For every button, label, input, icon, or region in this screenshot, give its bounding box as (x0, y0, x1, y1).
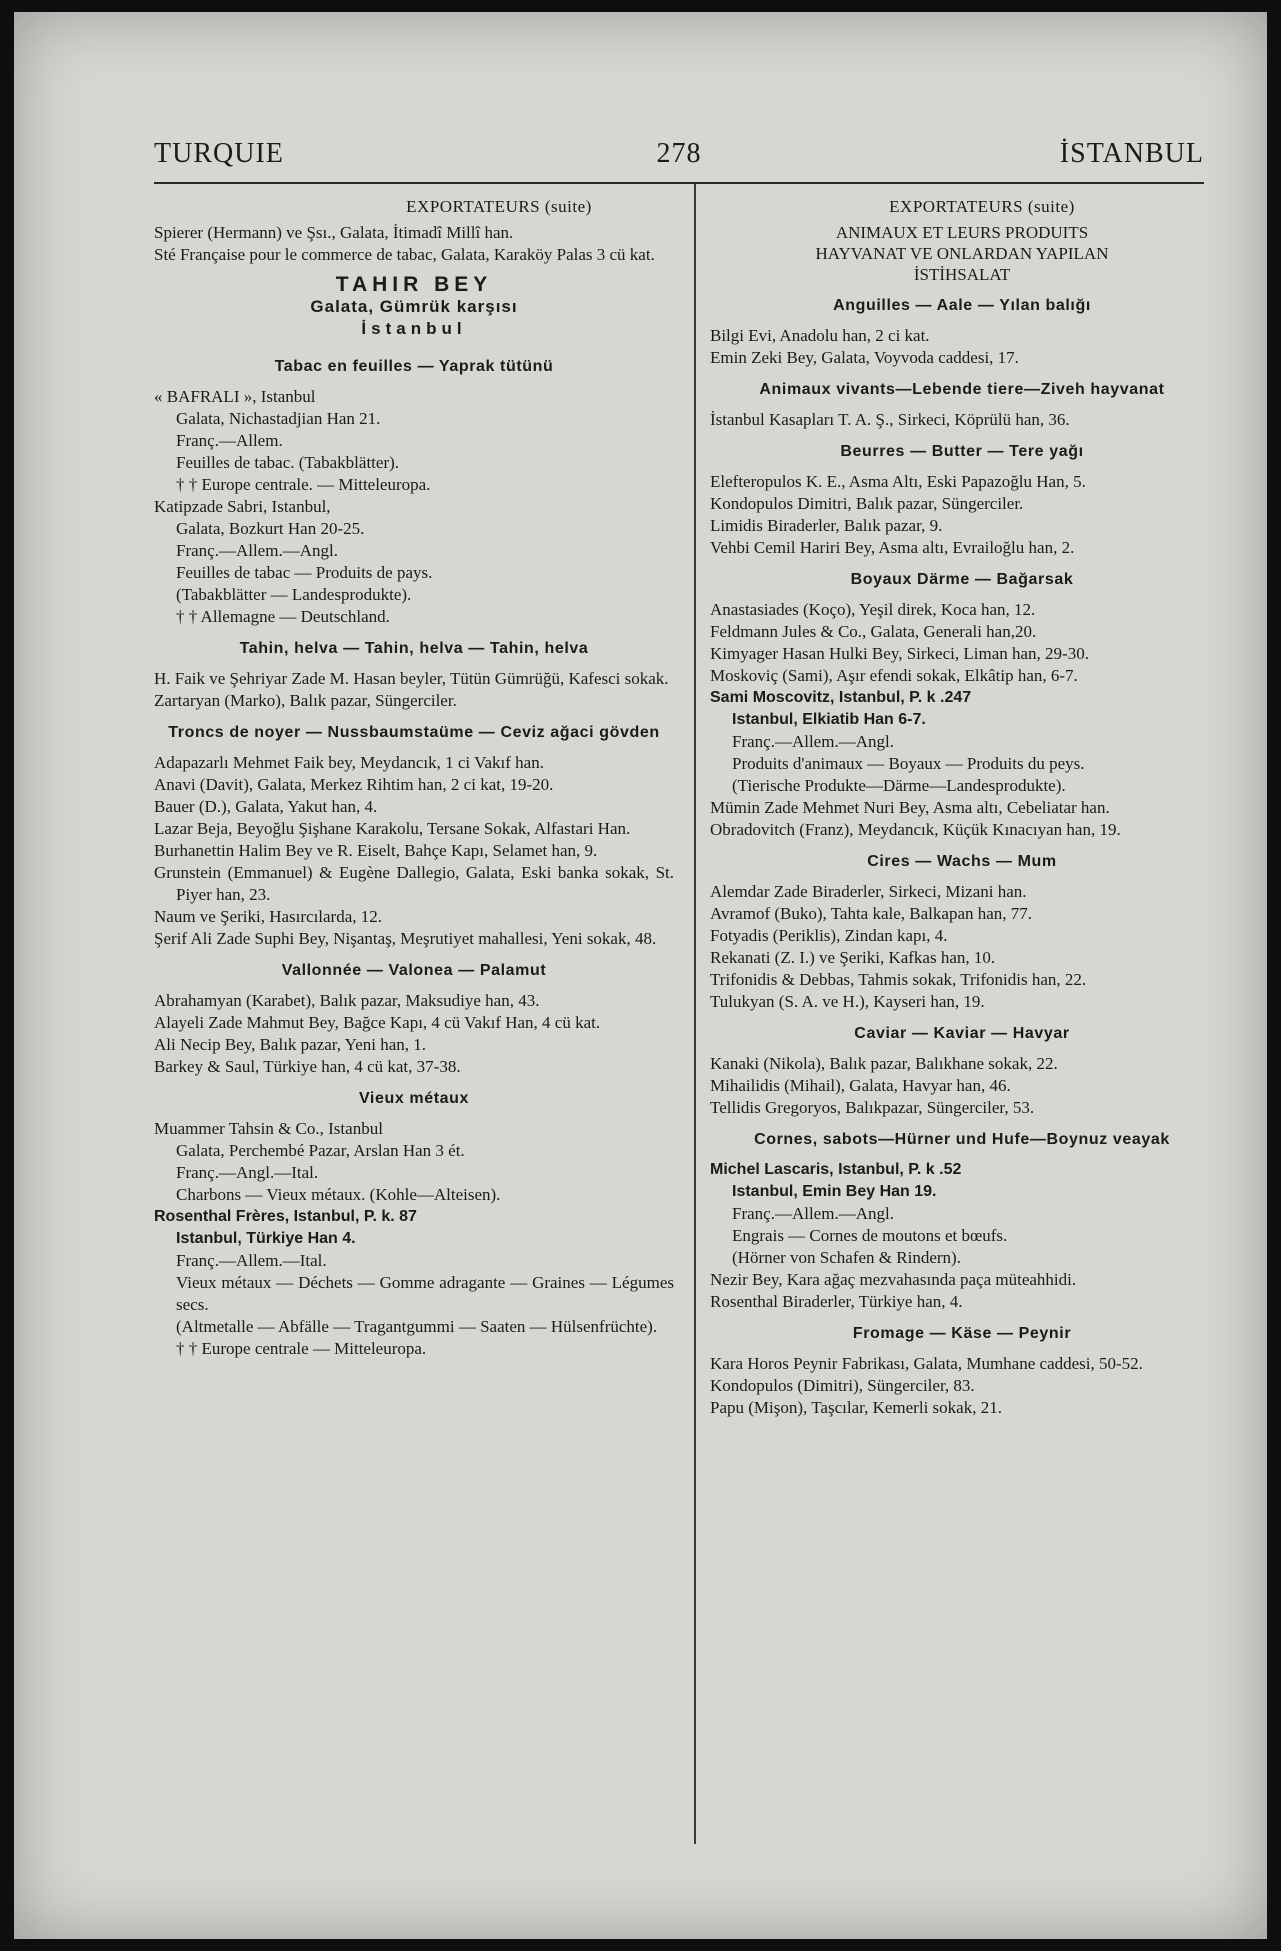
list-item: Fotyadis (Periklis), Zindan kapı, 4. (710, 926, 948, 945)
list-item: Elefteropulos K. E., Asma Altı, Eski Papazoğlu Han, 5. (710, 472, 1086, 491)
section-title: Animaux vivants—Lebende tiere—Ziveh hayvanat (759, 381, 1165, 398)
section-title: Tahin, helva — Tahin, helva — Tahin, helva (239, 640, 589, 657)
list-item: (Tierische Produkte—Därme—Landesprodukte). (732, 776, 1066, 795)
list-item: İstanbul Kasapları T. A. Ş., Sirkeci, Köprülü han, 36. (710, 410, 1070, 429)
list-item: Sté Française pour le commerce de tabac, Galata, Karaköy Palas 3 cü kat. (154, 245, 655, 264)
list-item: Kondopulos Dimitri, Balık pazar, Süngerciler. (710, 494, 1024, 513)
list-item: Limidis Biraderler, Balık pazar, 9. (710, 516, 943, 535)
list-item: † † Europe centrale — Mitteleuropa. (176, 1339, 427, 1358)
category-heading-line: ANIMAUX ET LEURS PRODUITS (835, 223, 1089, 242)
section-title: Boyaux Därme — Bağarsak (850, 571, 1074, 588)
list-item: Anastasiades (Koço), Yeşil direk, Koca han, 12. (710, 600, 1036, 619)
list-item: Nezir Bey, Kara ağaç mezvahasında paça müteahhidi. (710, 1270, 1077, 1289)
section-title: Fromage — Käse — Peynir (852, 1325, 1072, 1342)
list-item: Franç.—Allem.—Angl. (176, 541, 338, 560)
page-header (154, 138, 1204, 184)
category-heading-line: HAYVANAT VE ONLARDAN YAPILAN (815, 244, 1109, 263)
list-item: H. Faik ve Şehriyar Zade M. Hasan beyler, Tütün Gümrüğü, Kafesci sokak. (154, 669, 669, 688)
list-item: Alayeli Zade Mahmut Bey, Bağce Kapı, 4 cü Vakıf Han, 4 cü kat. (154, 1013, 601, 1032)
list-item: Trifonidis & Debbas, Tahmis sokak, Trifonidis han, 22. (710, 970, 1087, 989)
list-item: Michel Lascaris, Istanbul, P. k .52 (710, 1161, 962, 1178)
list-item: Produits d'animaux — Boyaux — Produits du peys. (732, 754, 1085, 773)
column-divider (694, 184, 696, 1844)
list-item: Franç.—Allem.—Angl. (732, 1204, 894, 1223)
list-item: Vieux métaux — Déchets — Gomme adragante — Graines — Légumes secs. (176, 1273, 674, 1314)
section-title: Cires — Wachs — Mum (867, 853, 1057, 870)
list-item: Bauer (D.), Galata, Yakut han, 4. (154, 797, 378, 816)
section-title: Troncs de noyer — Nussbaumstaüme — Ceviz ağaci gövden (168, 724, 660, 741)
list-item: Şerif Ali Zade Suphi Bey, Nişantaş, Meşrutiyet mahallesi, Yeni sokak, 48. (154, 929, 657, 948)
list-item: Feuilles de tabac — Produits de pays. (176, 563, 433, 582)
list-item: Emin Zeki Bey, Galata, Voyvoda caddesi, 17. (710, 348, 1019, 367)
list-item: Feuilles de tabac. (Tabakblätter). (176, 453, 400, 472)
section-title: Tabac en feuilles — Yaprak tütünü (274, 358, 554, 375)
column-heading: EXPORTATEURS (suite) (406, 197, 592, 216)
section-title: Vieux métaux (358, 1090, 470, 1107)
list-item: Galata, Perchembé Pazar, Arslan Han 3 ét. (176, 1141, 465, 1160)
list-item: Franç.—Allem.—Angl. (732, 732, 894, 751)
list-item: Tellidis Gregoryos, Balıkpazar, Süngerciler, 53. (710, 1098, 1035, 1117)
list-item: Papu (Mişon), Taşcılar, Kemerli sokak, 21. (710, 1398, 1002, 1417)
list-item: Feldmann Jules & Co., Galata, Generali han,20. (710, 622, 1037, 641)
list-item: Franç.—Angl.—Ital. (176, 1163, 319, 1182)
list-item: Naum ve Şeriki, Hasırcılarda, 12. (154, 907, 383, 926)
page-number: 278 (656, 138, 702, 169)
list-item: Bilgi Evi, Anadolu han, 2 ci kat. (710, 326, 930, 345)
list-item: Moskoviç (Sami), Aşır efendi sokak, Elkâtip han, 6-7. (710, 666, 1078, 685)
list-item: Vehbi Cemil Hariri Bey, Asma altı, Evrailoğlu han, 2. (710, 538, 1075, 557)
section-title: Vallonnée — Valonea — Palamut (281, 962, 547, 979)
list-item: Zartaryan (Marko), Balık pazar, Süngerciler. (154, 691, 457, 710)
list-item: Spierer (Hermann) ve Şsı., Galata, İtimadî Millî han. (154, 223, 514, 242)
list-item: Mümin Zade Mehmet Nuri Bey, Asma altı, Cebeliatar han. (710, 798, 1110, 817)
list-item: Galata, Bozkurt Han 20-25. (176, 519, 365, 538)
left-column (154, 196, 674, 1360)
list-item: Rosenthal Biraderler, Türkiye han, 4. (710, 1292, 963, 1311)
list-item: Istanbul, Emin Bey Han 19. (732, 1183, 937, 1200)
list-item: Ali Necip Bey, Balık pazar, Yeni han, 1. (154, 1035, 427, 1054)
list-item: Tulukyan (S. A. ve H.), Kayseri han, 19. (710, 992, 985, 1011)
list-item: Galata, Nichastadjian Han 21. (176, 409, 381, 428)
header-country: TURQUIE (154, 138, 284, 169)
list-item: Kimyager Hasan Hulki Bey, Sirkeci, Liman han, 29-30. (710, 644, 1089, 663)
list-item: Kondopulos (Dimitri), Süngerciler, 83. (710, 1376, 975, 1395)
header-city: İSTANBUL (1059, 138, 1204, 169)
list-item: Muammer Tahsin & Co., Istanbul (154, 1119, 383, 1138)
list-item: Engrais — Cornes de moutons et bœufs. (732, 1226, 1008, 1245)
section-title: Anguilles — Aale — Yılan balığı (833, 297, 1091, 314)
list-item: Istanbul, Elkiatib Han 6-7. (732, 711, 926, 728)
list-item: Rosenthal Frères, Istanbul, P. k. 87 (154, 1208, 417, 1225)
list-item: Kara Horos Peynir Fabrikası, Galata, Mumhane caddesi, 50-52. (710, 1354, 1143, 1373)
list-item: Alemdar Zade Biraderler, Sirkeci, Mizani han. (710, 882, 1027, 901)
list-item: Sami Moscovitz, Istanbul, P. k .247 (710, 689, 972, 706)
section-title: Cornes, sabots—Hürner und Hufe—Boynuz veayak (754, 1131, 1170, 1148)
list-item: Obradovitch (Franz), Meydancık, Küçük Kınacıyan han, 19. (710, 820, 1121, 839)
category-heading-line: İSTİHSALAT (913, 265, 1011, 284)
list-item: † † Europe centrale. — Mitteleuropa. (176, 475, 431, 494)
tahir-name: TAHIR BEY (335, 273, 493, 296)
list-item: Kanaki (Nikola), Balık pazar, Balıkhane sokak, 22. (710, 1054, 1058, 1073)
list-item: Charbons — Vieux métaux. (Kohle—Alteisen). (176, 1185, 501, 1204)
list-item: (Altmetalle — Abfälle — Tragantgummi — Saaten — Hülsenfrüchte). (176, 1317, 658, 1336)
section-title: Beurres — Butter — Tere yağı (840, 443, 1084, 460)
category-heading (710, 222, 1214, 285)
list-item: « BAFRALI », Istanbul (154, 387, 316, 406)
section-title: Caviar — Kaviar — Havyar (854, 1025, 1070, 1042)
list-item: † † Allemagne — Deutschland. (176, 607, 390, 626)
list-item: Abrahamyan (Karabet), Balık pazar, Maksudiye han, 43. (154, 991, 540, 1010)
list-item: Franç.—Allem.—Ital. (176, 1251, 327, 1270)
tahir-city: İstanbul (361, 319, 467, 338)
list-item: Rekanati (Z. I.) ve Şeriki, Kafkas han, 10. (710, 948, 996, 967)
list-item: Franç.—Allem. (176, 431, 283, 450)
list-item: Istanbul, Türkiye Han 4. (176, 1230, 356, 1247)
right-column (710, 196, 1214, 1419)
list-item: (Tabakblätter — Landesprodukte). (176, 585, 412, 604)
list-item: Lazar Beja, Beyoğlu Şişhane Karakolu, Tersane Sokak, Alfastari Han. (154, 819, 631, 838)
tahir-address: Galata, Gümrük karşısı (310, 297, 518, 316)
list-item: Grunstein (Emmanuel) & Eugène Dallegio, Galata, Eski banka sokak, St. Piyer han, 23. (154, 863, 674, 904)
list-item: Anavi (Davit), Galata, Merkez Rihtim han, 2 ci kat, 19-20. (154, 775, 554, 794)
list-item: Barkey & Saul, Türkiye han, 4 cü kat, 37-38. (154, 1057, 461, 1076)
list-item: Burhanettin Halim Bey ve R. Eiselt, Bahçe Kapı, Selamet han, 9. (154, 841, 598, 860)
list-item: Avramof (Buko), Tahta kale, Balkapan han, 77. (710, 904, 1033, 923)
directory-page (14, 12, 1267, 1939)
list-item: Katipzade Sabri, Istanbul, (154, 497, 331, 516)
list-item: Mihailidis (Mihail), Galata, Havyar han, 46. (710, 1076, 1011, 1095)
list-item: (Hörner von Schafen & Rindern). (732, 1248, 961, 1267)
column-heading: EXPORTATEURS (suite) (889, 197, 1075, 216)
list-item: Adapazarlı Mehmet Faik bey, Meydancık, 1 ci Vakıf han. (154, 753, 544, 772)
